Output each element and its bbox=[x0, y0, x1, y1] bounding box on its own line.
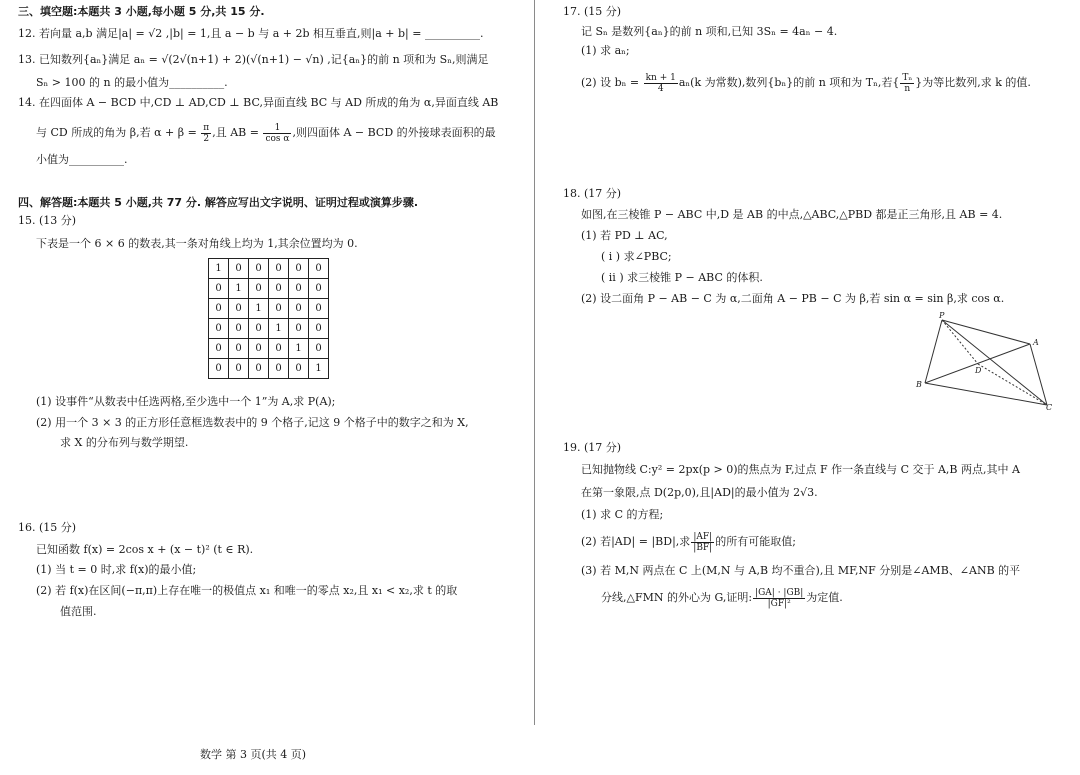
table-cell: 0 bbox=[309, 339, 329, 359]
label-B: B bbox=[916, 380, 922, 389]
q16-part2-line2: 值范围. bbox=[60, 605, 97, 618]
table-cell: 0 bbox=[249, 339, 269, 359]
q14-frac1-den: 2 bbox=[203, 133, 210, 144]
table-cell: 0 bbox=[309, 299, 329, 319]
q19-title: 19. (17 分) bbox=[563, 441, 622, 454]
q19-frac-num: |AF| bbox=[691, 532, 714, 543]
table-cell: 0 bbox=[289, 279, 309, 299]
table-cell: 0 bbox=[229, 299, 249, 319]
q19-part3-line1: (3) 若 M,N 两点在 C 上(M,N 与 A,B 均不重合),且 MF,NF 分别是∠AMB、∠ANB 的平 bbox=[581, 564, 1021, 577]
table-cell: 0 bbox=[289, 319, 309, 339]
edge-BC bbox=[925, 383, 1047, 405]
q18-part1-i: ( ⅰ ) 求∠PBC; bbox=[601, 250, 672, 263]
q14-frac2-den: cos α bbox=[265, 133, 290, 144]
table-cell: 0 bbox=[269, 299, 289, 319]
q14-fraction-pi-over-2 bbox=[201, 123, 211, 144]
q17-intro: 记 Sₙ 是数列{aₙ}的前 n 项和,已知 3Sₙ = 4aₙ − 4. bbox=[581, 25, 838, 38]
table-cell: 0 bbox=[229, 339, 249, 359]
q17-frac-den: 4 bbox=[657, 83, 664, 94]
question-14-line1: 14. 在四面体 A − BCD 中,CD ⊥ AD,CD ⊥ BC,异面直线 BC 与 AD 所成的角为 α,异面直线 AB bbox=[18, 96, 499, 109]
q16-part2-line1: (2) 若 f(x)在区间(−π,π)上存在唯一的极值点 x₁ 和唯一的零点 x₂,且 x₁ < x₂,求 t 的取 bbox=[36, 584, 458, 597]
section3-header: 三、填空题:本题共 3 小题,每小题 5 分,共 15 分. bbox=[18, 5, 265, 18]
question-13-line1: 13. 已知数列{aₙ}满足 aₙ = √(2√(n+1) + 2)(√(n+1) − √n) ,记{aₙ}的前 n 项和为 Sₙ,则满足 bbox=[18, 53, 489, 66]
q14-text-a: 与 CD 所成的角为 β,若 α + β = bbox=[36, 126, 197, 139]
table-cell: 1 bbox=[209, 259, 229, 279]
table-cell: 0 bbox=[209, 359, 229, 379]
q18-part2: (2) 设二面角 P − AB − C 为 α,二面角 A − PB − C 为 β,若 sin α = sin β,求 cos α. bbox=[581, 292, 1005, 305]
edge-PA bbox=[942, 320, 1030, 344]
q17-part1: (1) 求 aₙ; bbox=[581, 44, 630, 57]
q15-title: 15. (13 分) bbox=[18, 214, 77, 227]
table-cell: 0 bbox=[289, 299, 309, 319]
q18-part1-ii: ( ⅱ ) 求三棱锥 P − ABC 的体积. bbox=[601, 271, 763, 284]
edge-PB bbox=[925, 320, 942, 383]
table-cell: 1 bbox=[289, 339, 309, 359]
q19-part2 bbox=[581, 528, 796, 556]
table-cell: 0 bbox=[249, 279, 269, 299]
q19-part3-line2 bbox=[601, 584, 843, 612]
q15-part2-line2: 求 X 的分布列与数学期望. bbox=[60, 436, 189, 449]
table-cell: 0 bbox=[229, 319, 249, 339]
table-row bbox=[209, 339, 329, 359]
q17-frac2-num: Tₙ bbox=[902, 72, 913, 83]
label-A: A bbox=[1033, 338, 1039, 347]
table-cell: 0 bbox=[209, 339, 229, 359]
edge-PD-dashed bbox=[942, 320, 978, 364]
question-14-line2 bbox=[36, 120, 496, 146]
table-row bbox=[209, 319, 329, 339]
table-cell: 0 bbox=[229, 259, 249, 279]
q19-intro-line2: 在第一象限,点 D(2p,0),且|AD|的最小值为 2√3. bbox=[581, 486, 818, 499]
table-cell: 0 bbox=[249, 259, 269, 279]
q14-fraction-1-over-cos bbox=[263, 123, 291, 144]
q15-part2-line1: (2) 用一个 3 × 3 的正方形任意框选数表中的 9 个格子,记这 9 个格子中的数字之和为 X, bbox=[36, 416, 469, 429]
table-cell: 0 bbox=[249, 319, 269, 339]
table-row bbox=[209, 279, 329, 299]
page-footer: 数学 第 3 页(共 4 页) bbox=[200, 748, 307, 761]
q15-intro: 下表是一个 6 × 6 的数表,其一条对角线上均为 1,其余位置均为 0. bbox=[36, 237, 358, 250]
q17-fraction-kn1-over-4 bbox=[644, 73, 678, 94]
q17-p2-text-b: aₙ(k 为常数),数列{bₙ}的前 n 项和为 Tₙ,若{ bbox=[678, 76, 900, 89]
question-13-line2: Sₙ > 100 的 n 的最小值为__________. bbox=[36, 76, 228, 89]
q18-title: 18. (17 分) bbox=[563, 187, 622, 200]
q16-part1: (1) 当 t = 0 时,求 f(x)的最小值; bbox=[36, 563, 197, 576]
table-cell: 0 bbox=[269, 359, 289, 379]
table-row bbox=[209, 259, 329, 279]
number-table-6x6 bbox=[208, 258, 329, 379]
q19-intro-line1: 已知抛物线 C:y² = 2px(p > 0)的焦点为 F,过点 F 作一条直线与 C 交于 A,B 两点,其中 A bbox=[581, 463, 1020, 476]
q14-text-b: ,且 AB = bbox=[212, 126, 259, 139]
table-cell: 1 bbox=[249, 299, 269, 319]
q19-frac-den: |BF| bbox=[693, 542, 713, 553]
q17-title: 17. (15 分) bbox=[563, 5, 622, 18]
q14-frac1-num: π bbox=[203, 122, 210, 133]
q17-frac2-den: n bbox=[904, 83, 911, 94]
table-cell: 0 bbox=[269, 279, 289, 299]
label-C: C bbox=[1046, 403, 1053, 410]
label-D: D bbox=[975, 366, 982, 375]
q18-part1: (1) 若 PD ⊥ AC, bbox=[581, 229, 668, 242]
table-cell: 0 bbox=[309, 259, 329, 279]
table-row bbox=[209, 359, 329, 379]
label-P: P bbox=[939, 311, 945, 320]
q16-intro: 已知函数 f(x) = 2cos x + (x − t)² (t ∈ R). bbox=[36, 543, 254, 556]
q19-fraction-AF-over-BF bbox=[691, 532, 714, 553]
table-cell: 0 bbox=[209, 299, 229, 319]
q18-intro: 如图,在三棱锥 P − ABC 中,D 是 AB 的中点,△ABC,△PBD 都是正三角形,且 AB = 4. bbox=[581, 208, 1003, 221]
q19-frac3-den: |GF|² bbox=[767, 598, 791, 609]
q19-fraction-GA-GB-over-GF2 bbox=[753, 588, 805, 609]
table-cell: 0 bbox=[269, 259, 289, 279]
table-cell: 0 bbox=[209, 279, 229, 299]
table-cell: 0 bbox=[269, 339, 289, 359]
q17-fraction-Tn-over-n bbox=[900, 73, 914, 94]
q19-p2-text-a: (2) 若|AD| = |BD|,求 bbox=[581, 535, 691, 548]
q17-frac-num: kn + 1 bbox=[645, 72, 676, 83]
q16-title: 16. (15 分) bbox=[18, 521, 77, 534]
q19-p3-text-a: 分线,△FMN 的外心为 G,证明: bbox=[601, 591, 753, 604]
q19-frac3-num: |GA| · |GB| bbox=[755, 587, 804, 598]
pyramid-figure bbox=[912, 310, 1054, 410]
table-cell: 1 bbox=[309, 359, 329, 379]
edge-AC bbox=[1030, 344, 1047, 405]
q17-p2-text-a: (2) 设 bₙ = bbox=[581, 76, 640, 89]
q14-text-c: ,则四面体 A − BCD 的外接球表面积的最 bbox=[292, 126, 496, 139]
q17-p2-text-c: }为等比数列,求 k 的值. bbox=[915, 76, 1031, 89]
table-cell: 0 bbox=[209, 319, 229, 339]
table-cell: 0 bbox=[309, 279, 329, 299]
table-cell: 0 bbox=[289, 259, 309, 279]
question-12: 12. 若向量 a,b 满足|a| = √2 ,|b| = 1,且 a − b 与 a + 2b 相互垂直,则|a + b| = __________. bbox=[18, 27, 484, 40]
table-cell: 0 bbox=[309, 319, 329, 339]
q15-part1: (1) 设事件“从数表中任选两格,至少选中一个 1”为 A,求 P(A); bbox=[36, 395, 336, 408]
q19-p2-text-b: 的所有可能取值; bbox=[715, 535, 796, 548]
q14-frac2-num: 1 bbox=[263, 123, 291, 134]
table-cell: 1 bbox=[269, 319, 289, 339]
q19-part1: (1) 求 C 的方程; bbox=[581, 508, 664, 521]
table-cell: 1 bbox=[229, 279, 249, 299]
table-row bbox=[209, 299, 329, 319]
section4-header: 四、解答题:本题共 5 小题,共 77 分. 解答应写出文字说明、证明过程或演算步骤. bbox=[18, 196, 419, 209]
q17-part2 bbox=[581, 70, 1031, 96]
column-divider bbox=[534, 0, 535, 725]
table-cell: 0 bbox=[229, 359, 249, 379]
question-14-line3: 小值为__________. bbox=[36, 153, 128, 166]
q19-p3-text-b: 为定值. bbox=[806, 591, 843, 604]
table-cell: 0 bbox=[289, 359, 309, 379]
edge-PC bbox=[942, 320, 1047, 405]
table-cell: 0 bbox=[249, 359, 269, 379]
